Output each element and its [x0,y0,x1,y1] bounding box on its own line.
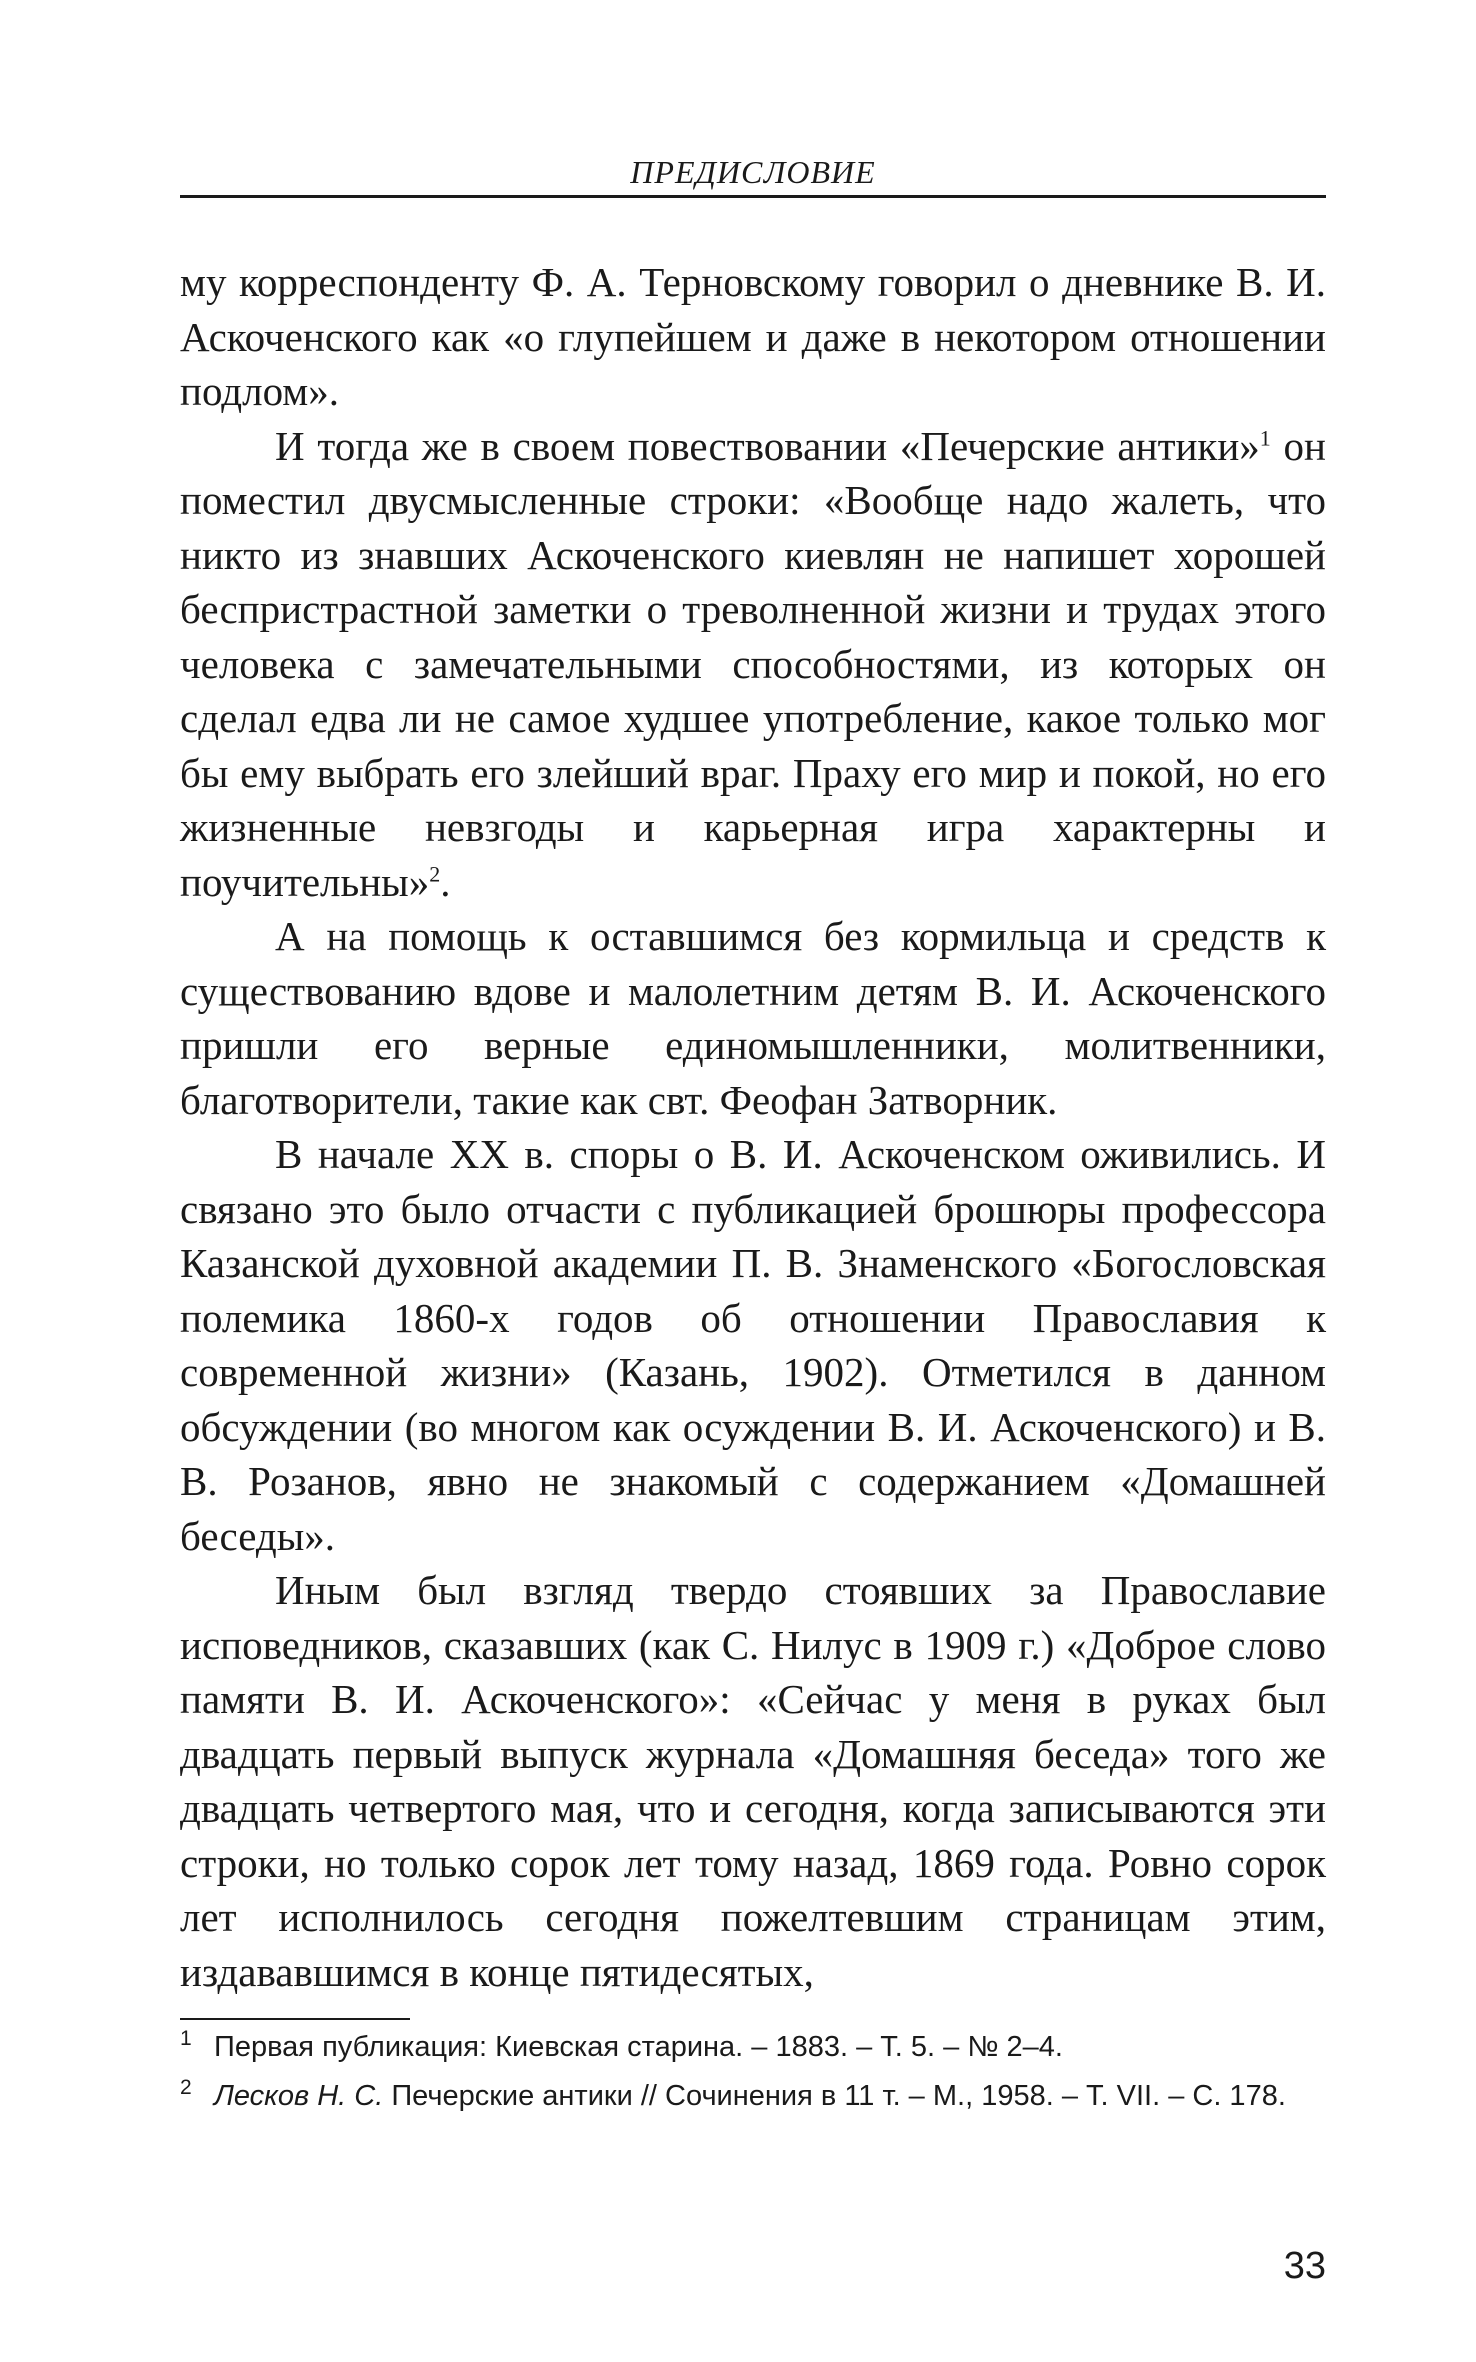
paragraph-continued: му корреспонденту Ф. А. Терновскому говорил о дневнике В. И. Аскоченского как «о глупейшем и даже в некотором отношении подлом». [180,259,1326,414]
paragraph-nilus: Иным был взгляд твердо стоявших за Православие исповедников, сказавших (как С. Нилус в 1909 г.) «Доброе слово памяти В. И. Аскоченского»: «Сейчас у меня в руках был двадцать первый выпуск журнала «Домашняя беседа» того же двадцать четвертого мая, что и сегодня, когда записываются эти строки, но только сорок лет тому назад, 1869 года. Ровно сорок лет исполнилось сегодня пожелтевшим страницам этим, издававшимся в конце пятидесятых, [180,1567,1326,1995]
running-head: ПРЕДИСЛОВИЕ [630,154,876,190]
footnotes [180,2027,1326,2125]
footnote-1: 1 Первая публикация: Киевская старина. – 1883. – Т. 5. – № 2–4. [180,2027,1063,2063]
footnote-text: Первая публикация: Киевская старина. – 1883. – Т. 5. – № 2–4. [214,2031,1063,2063]
footnote-text: Печерские антики // Сочинения в 11 т. – М., 1958. – Т. VII. – С. 178. [383,2080,1286,2112]
header-divider [180,195,1326,198]
page-number: 33 [1283,2245,1326,2287]
paragraph-text: И тогда же в своем повествовании «Печерские антики» [275,422,1260,469]
footnote-ref-1[interactable]: 1 [1259,424,1271,450]
main-text [180,255,1326,1999]
paragraph-xx-century: В начале XX в. споры о В. И. Аскоченском оживились. И связано это было отчасти с публикацией брошюры профессора Казанской духовной академии П. В. Знаменского «Богословская полемика 1860-х годов об отношении Православия к современной жизни» (Казань, 1902). Отметился в данном обсуждении (во многом как осуждении В. И. Аскоченского) и В. В. Розанов, явно не знакомый с содержанием «Домашней беседы». [180,1131,1326,1559]
footnote-divider [180,2018,410,2020]
footnote-author: Лесков Н. С. [214,2080,384,2112]
paragraph-text: он поместил двусмысленные строки: «Вообще надо жалеть, что никто из знавших Аскоченского киевлян не напишет хорошей беспристрастной заметки о треволненной жизни и трудах этого человека с замечательными способностями, из которых он сделал едва ли не самое худшее употребление, какое только мог бы ему выбрать его злейший враг. Праху его мир и покой, но его жизненные невзгоды и карьерная игра характерны и поучительны» [180,422,1326,905]
paragraph-text: . [440,858,451,905]
footnote-ref-2[interactable]: 2 [429,860,441,886]
paragraph-help-family: А на помощь к оставшимся без кормильца и средств к существованию вдове и малолетним детям В. И. Аскоченского пришли его верные единомышленники, молитвенники, благотворители, такие как свт. Феофан Затворник. [180,913,1326,1123]
footnote-2: 2 Лесков Н. С. Печерские антики // Сочинения в 11 т. – М., 1958. – Т. VII. – С. 178. [180,2076,1286,2112]
paragraph-pecherskie-antiki [180,419,1326,910]
